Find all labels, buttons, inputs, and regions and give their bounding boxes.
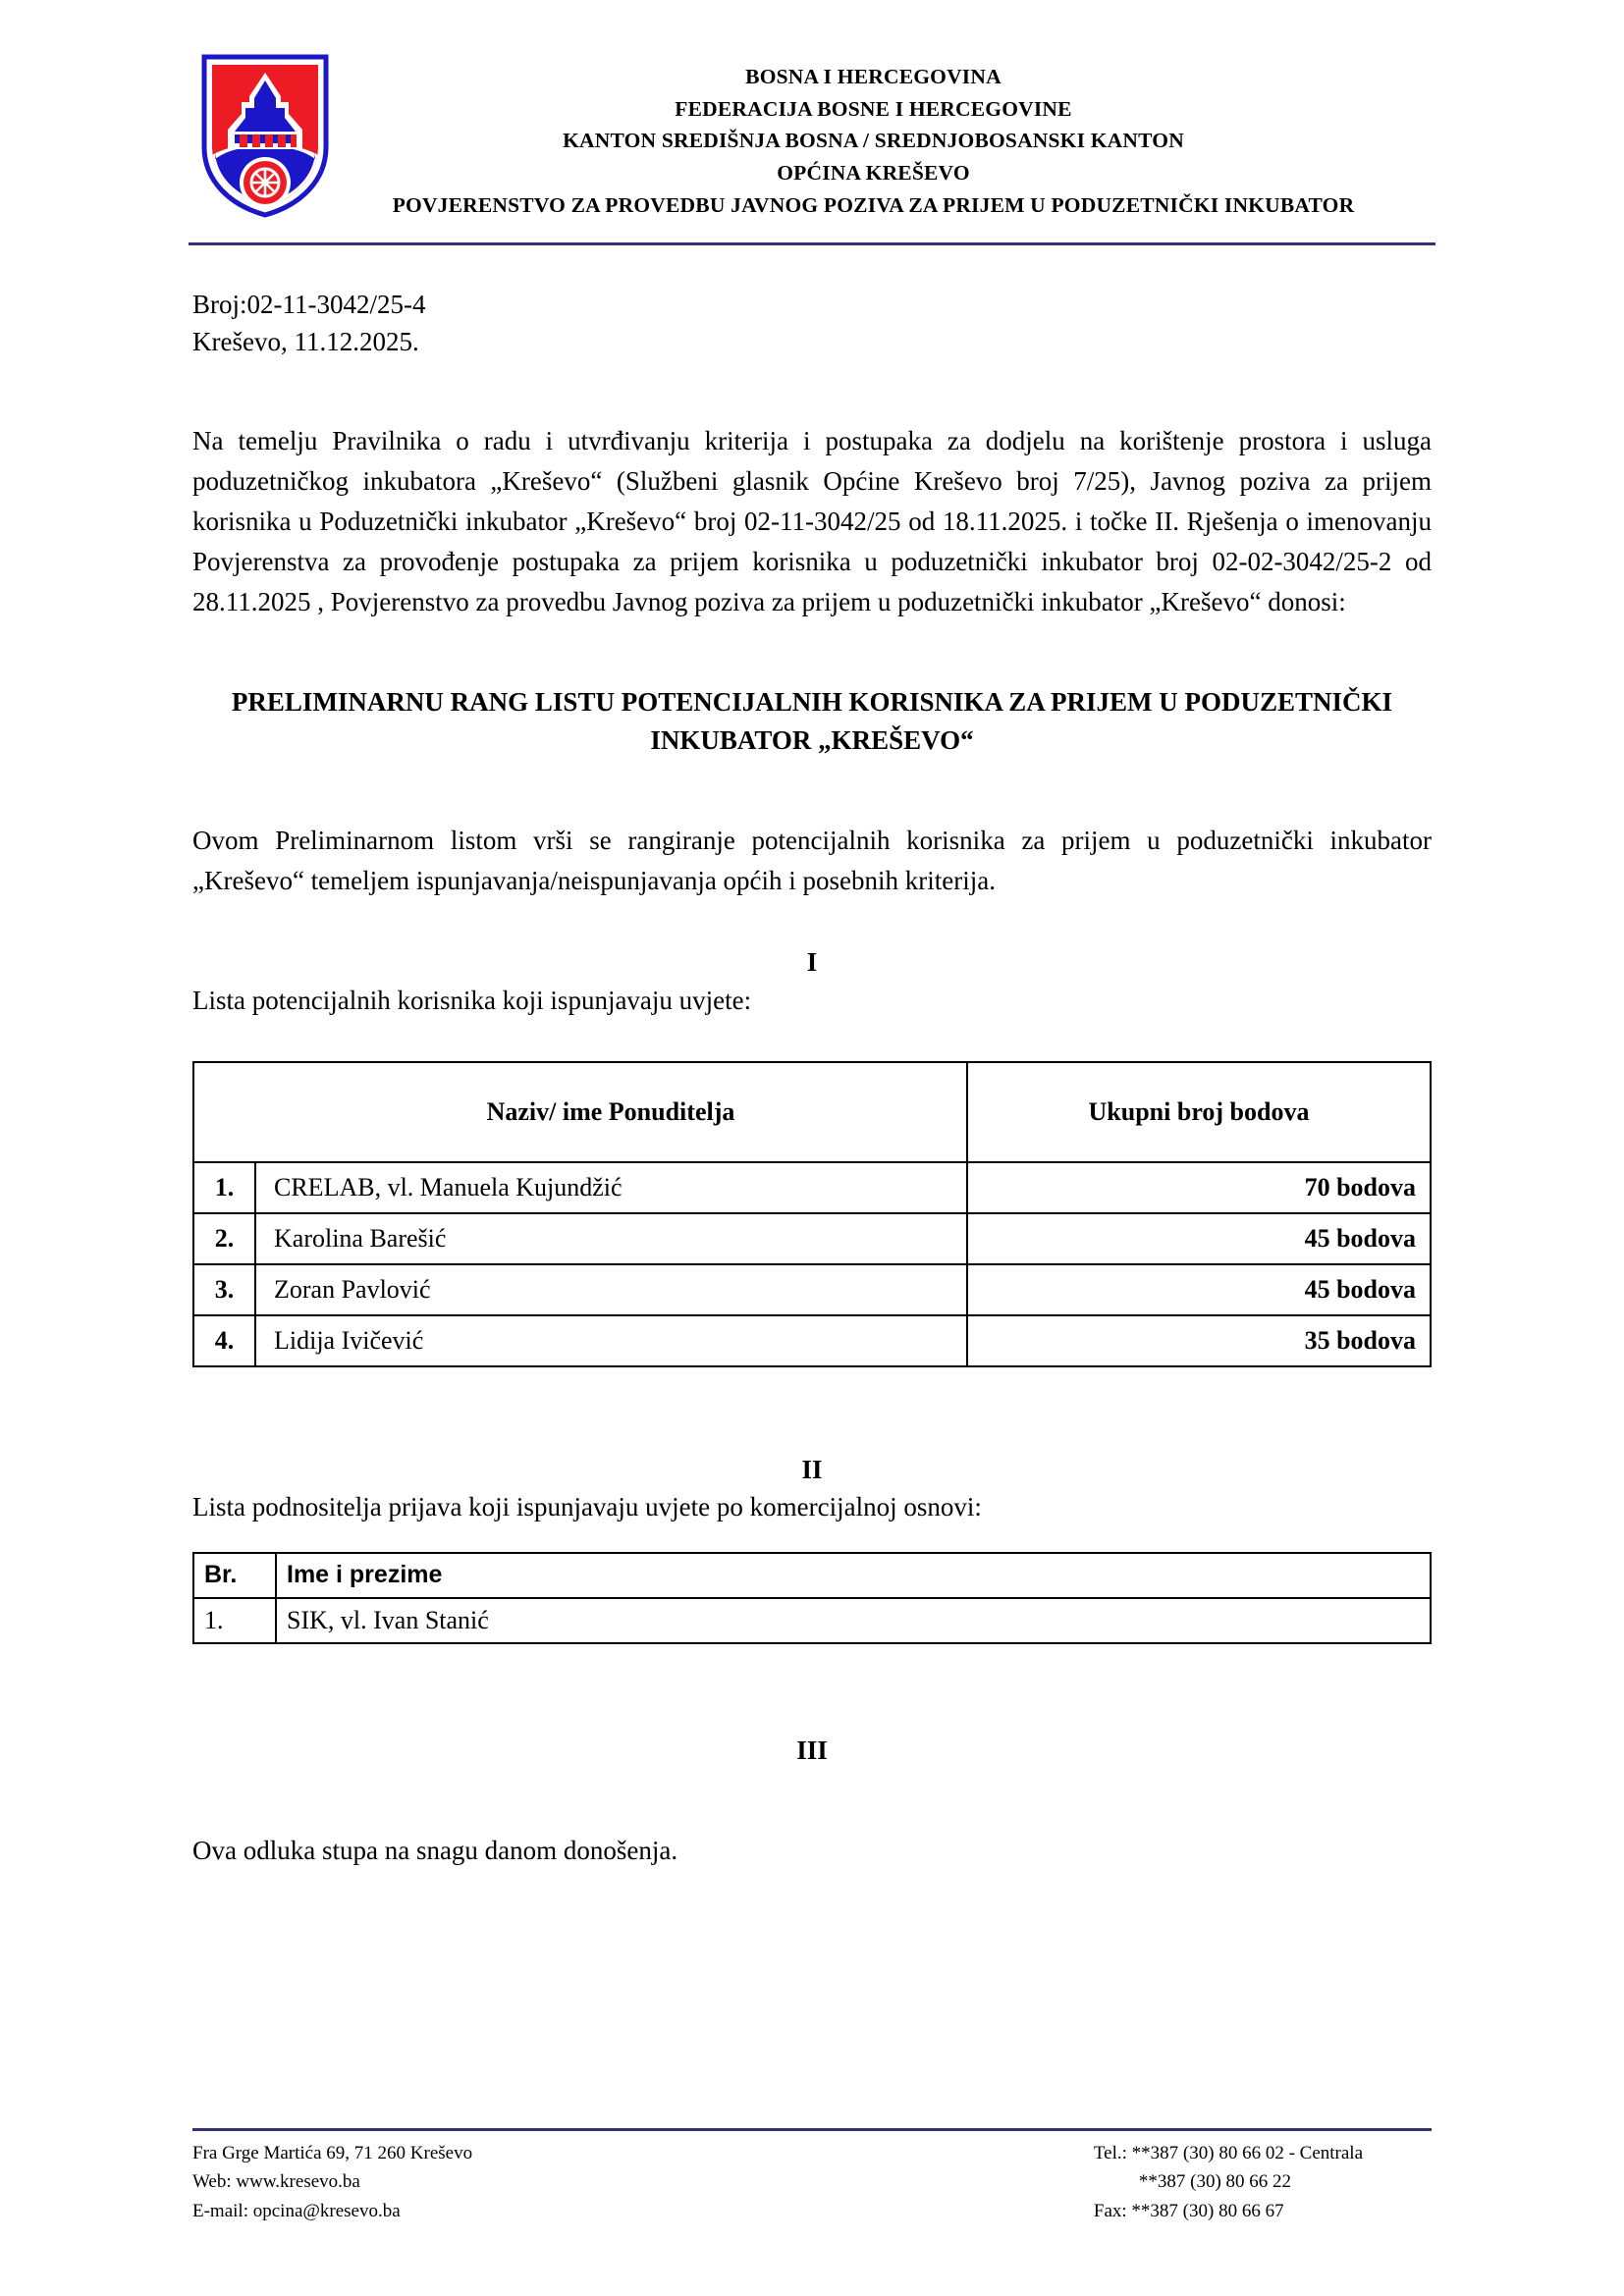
document-header	[0, 0, 1624, 221]
header-line-federation: FEDERACIJA BOSNE I HERCEGOVINE	[675, 96, 1072, 121]
table-row	[193, 1315, 1431, 1366]
reference-block	[192, 287, 1432, 360]
row-points: 45 bodova	[967, 1264, 1431, 1315]
document-body	[0, 287, 1624, 1870]
commercial-table-body	[193, 1598, 1431, 1643]
row-applicant-name: Lidija Ivičević	[255, 1315, 967, 1366]
document-footer	[192, 2128, 1432, 2225]
row-number: 3.	[193, 1264, 255, 1315]
ranking-header-points: Ukupni broj bodova	[967, 1062, 1431, 1162]
row-number: 1.	[193, 1598, 276, 1643]
legal-basis-paragraph: Na temelju Pravilnika o radu i utvrđivanju kriterija i postupaka za dodjelu na korištenje prostora i usluga poduzetničkog inkubatora „Kreševo“ (Službeni glasnik Općine Kreševo broj 7/25), Javnog poziva za prijem korisnika u Poduzetnički inkubator „Kreševo“ broj 02-11-3042/25 od 18.11.2025. i točke II. Rješenja o imenovanju Povjerenstva za provođenje postupaka za prijem korisnika u poduzetnički inkubator broj 02-02-3042/25-2 od 28.11.2025 , Povjerenstvo za provedbu Javnog poziva za prijem u poduzetnički inkubator „Kreševo“ donosi:	[192, 425, 1432, 616]
row-points: 45 bodova	[967, 1213, 1431, 1264]
reference-place-date: Kreševo, 11.12.2025.	[192, 326, 419, 356]
row-applicant-name: Karolina Barešić	[255, 1213, 967, 1264]
header-line-commission: POVJERENSTVO ZA PROVEDBU JAVNOG POZIVA ZA PRIJEM U PODUZETNIČKI INKUBATOR	[392, 192, 1355, 217]
table-row	[193, 1264, 1431, 1315]
footer-divider	[192, 2128, 1432, 2131]
page-title: PRELIMINARNU RANG LISTU POTENCIJALNIH KORISNIKA ZA PRIJEM U PODUZETNIČKI INKUBATOR „KREŠEVO“	[231, 687, 1393, 756]
section-three-text: Ova odluka stupa na snagu danom donošenja.	[192, 1836, 678, 1866]
header-text-block	[339, 51, 1428, 221]
row-points: 35 bodova	[967, 1315, 1431, 1366]
header-divider	[189, 242, 1435, 245]
lead-paragraph: Ovom Preliminarnom listom vrši se rangiranje potencijalnih korisnika za prijem u poduzetnički inkubator „Kreševo“ temeljem ispunjavanja/neispunjavanja općih i posebnih kriterija.	[192, 826, 1432, 896]
header-line-country: BOSNA I HERCEGOVINA	[745, 65, 1001, 88]
section-one-subtitle: Lista potencijalnih korisnika koji ispunjavaju uvjete:	[192, 985, 752, 1015]
section-two-numeral: II	[801, 1454, 823, 1484]
footer-email[interactable]: E-mail: opcina@kresevo.ba	[192, 2200, 401, 2221]
footer-website[interactable]: Web: www.kresevo.ba	[192, 2171, 360, 2193]
crest-container	[191, 51, 339, 218]
footer-contact-block	[1094, 2139, 1432, 2225]
row-applicant-name: Zoran Pavlović	[255, 1264, 967, 1315]
footer-address-block	[192, 2139, 472, 2225]
commercial-header-name: Ime i prezime	[276, 1553, 1431, 1598]
footer-phone-primary: Tel.: **387 (30) 80 66 02 - Centrala	[1093, 2142, 1363, 2163]
ranking-table	[192, 1061, 1432, 1367]
footer-address: Fra Grge Martića 69, 71 260 Kreševo	[192, 2142, 473, 2163]
header-line-municipality: OPĆINA KREŠEVO	[777, 161, 970, 186]
coat-of-arms-icon	[200, 53, 330, 218]
header-line-canton: KANTON SREDIŠNJA BOSNA / SREDNJOBOSANSKI KANTON	[563, 129, 1184, 153]
table-row	[193, 1213, 1431, 1264]
row-applicant-name: CRELAB, vl. Manuela Kujundžić	[255, 1162, 967, 1213]
footer-fax: Fax: **387 (30) 80 66 67	[1093, 2200, 1284, 2221]
ranking-table-body	[193, 1162, 1431, 1366]
row-number: 4.	[193, 1315, 255, 1366]
reference-number: Broj:02-11-3042/25-4	[192, 290, 426, 320]
table-header-row	[193, 1062, 1431, 1162]
section-one-numeral: I	[806, 947, 818, 978]
ranking-table-head	[193, 1062, 1431, 1162]
footer-phone-secondary: **387 (30) 80 66 22	[1138, 2171, 1292, 2193]
ranking-header-name: Naziv/ ime Ponuditelja	[255, 1062, 967, 1162]
commercial-header-no: Br.	[193, 1553, 276, 1598]
table-row	[193, 1162, 1431, 1213]
table-header-row	[193, 1553, 1431, 1598]
row-number: 1.	[193, 1162, 255, 1213]
ranking-header-no	[193, 1062, 255, 1162]
footer-columns	[192, 2139, 1432, 2225]
row-points: 70 bodova	[967, 1162, 1431, 1213]
section-three-numeral: III	[796, 1735, 828, 1765]
row-number: 2.	[193, 1213, 255, 1264]
commercial-list-table	[192, 1552, 1432, 1644]
commercial-table-head	[193, 1553, 1431, 1598]
table-row	[193, 1598, 1431, 1643]
section-two-subtitle: Lista podnositelja prijava koji ispunjavaju uvjete po komercijalnoj osnovi:	[192, 1491, 982, 1522]
row-applicant-name: SIK, vl. Ivan Stanić	[276, 1598, 1431, 1643]
